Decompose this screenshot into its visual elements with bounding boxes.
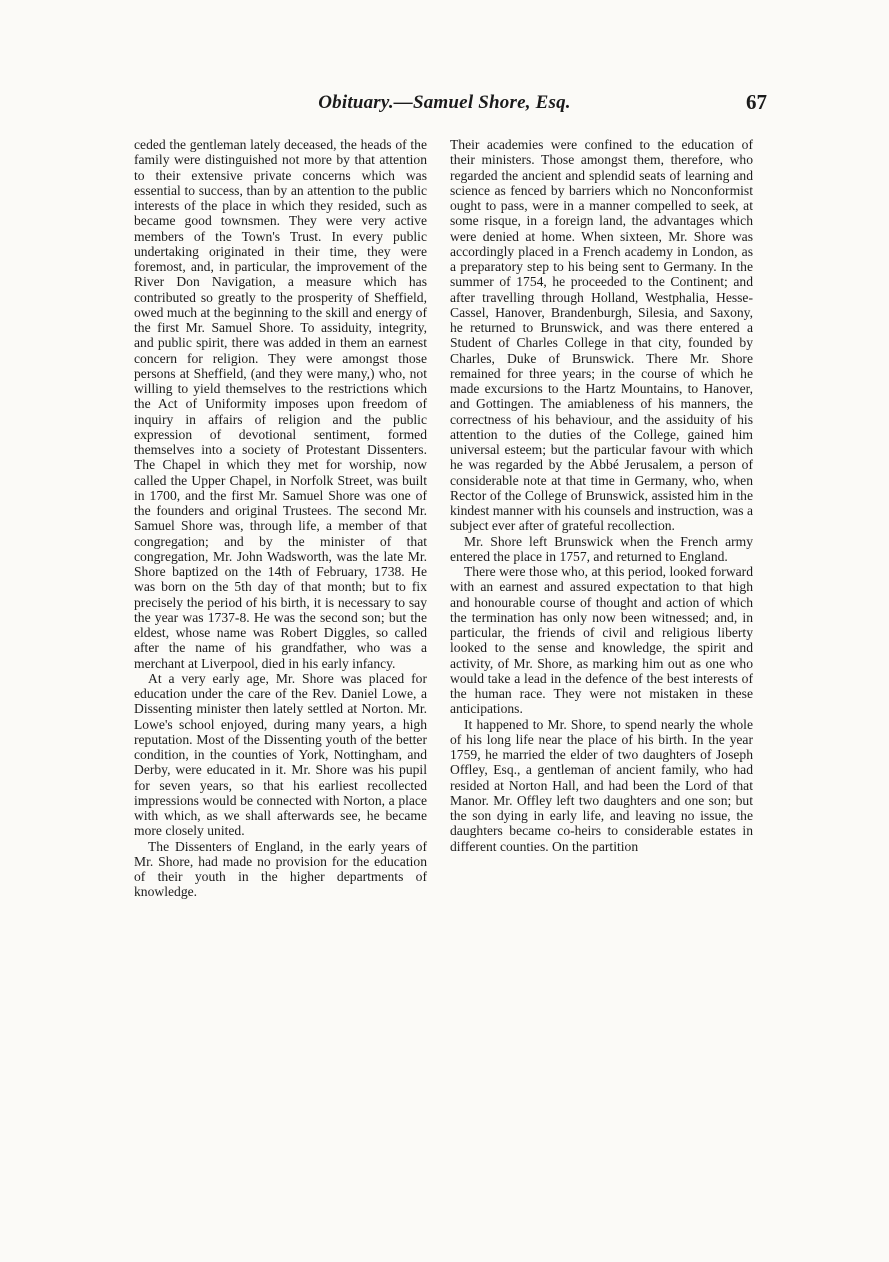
page-number: 67	[746, 90, 767, 114]
paragraph: Mr. Shore left Brunswick when the French army entered the place in 1757, and returned to England.	[450, 533, 753, 564]
paragraph: At a very early age, Mr. Shore was placed for education under the care of the Rev. Daniel Lowe, a Dissenting minister then lately settled at Norton. Mr. Lowe's school enjoyed, during many years, a high reputation. Most of the Dissenting youth of the better condition, in the counties of York, Nottingham, and Derby, were educated in it. Mr. Shore was his pupil for seven years, so that his earliest recollected impressions would be connected with Norton, a place with which, as we shall afterwards see, he became more closely united.	[134, 670, 427, 839]
running-title: Obituary.—Samuel Shore, Esq.	[318, 92, 571, 113]
page-header	[0, 92, 889, 122]
paragraph: There were those who, at this period, looked forward with an earnest and assured expectation to that high and honourable course of thought and action of which the termination has only now been witnessed; and, in particular, the friends of civil and religious liberty looked to the sense and knowledge, the spirit and activity, of Mr. Shore, as marking him out as one who would take a lead in the defence of the best interests of the human race. They were not mistaken in these anticipations.	[450, 564, 753, 717]
paragraph: ceded the gentleman lately deceased, the heads of the family were distinguished not more by that attention to their extensive private concerns which was essential to success, than by an attention to the public interests of the place in which they resided, such as became good townsmen. They were very active members of the Town's Trust. In every public undertaking originated in their time, they were foremost, and, in particular, the improvement of the River Don Navigation, a measure which has contributed so greatly to the prosperity of Sheffield, owed much at the beginning to the skill and energy of the first Mr. Samuel Shore. To assiduity, integrity, and public spirit, there was added in them an earnest concern for religion. They were amongst those persons at Sheffield, (and they were many,) who, not willing to yield themselves to the restrictions which the Act of Uniformity imposes upon freedom of inquiry in affairs of religion and the public expression of devotional sentiment, formed themselves into a society of Protestant Dissenters. The Chapel in which they met for worship, now called the Upper Chapel, in Norfolk Street, was built in 1700, and the first Mr. Samuel Shore was one of the founders and original Trustees. The second Mr. Samuel Shore was, through life, a member of that congregation; and by the minister of that congregation, Mr. John Wadsworth, was the late Mr. Shore baptized on the 14th of February, 1738. He was born on the 5th day of that month; but to fix precisely the period of his birth, it is necessary to say the year was 1737-8. He was the second son; but the eldest, whose name was Robert Diggles, so called after the name of his grandfather, who was a merchant at Liverpool, died in his early infancy.	[134, 137, 427, 671]
right-column	[450, 137, 753, 854]
paragraph: Their academies were confined to the education of their ministers. Those amongst them, therefore, who regarded the ancient and splendid seats of learning and science as fenced by barriers which no Nonconformist ought to pass, were in a manner compelled to seek, at some risque, in a foreign land, the advantages which were denied at home. When sixteen, Mr. Shore was accordingly placed in a French academy in London, as a preparatory step to his being sent to Germany. In the summer of 1754, he proceeded to the Continent; and after travelling through Holland, Westphalia, Hesse-Cassel, Hanover, Brandenburgh, Silesia, and Saxony, he returned to Brunswick, and was there entered a Student of Charles College in that city, founded by Charles, Duke of Brunswick. There Mr. Shore remained for three years; in the course of which he made excursions to the Hartz Mountains, to Hanover, and Gottingen. The amiableness of his manners, the correctness of his behaviour, and the assiduity of his attention to the duties of the College, gained him universal esteem; but the particular favour with which he was regarded by the Abbé Jerusalem, a person of considerable note at that time in Germany, who, when Rector of the College of Brunswick, assisted him in the kindest manner with his counsels and instruction, was a subject ever after of grateful recollection.	[450, 137, 753, 534]
left-column	[134, 137, 427, 900]
paragraph: The Dissenters of England, in the early years of Mr. Shore, had made no provision for the education of their youth in the higher departments of knowledge.	[134, 838, 427, 900]
paragraph: It happened to Mr. Shore, to spend nearly the whole of his long life near the place of his birth. In the year 1759, he married the elder of two daughters of Joseph Offley, Esq., a gentleman of ancient family, who had resided at Norton Hall, and had been the Lord of that Manor. Mr. Offley left two daughters and one son; but the son dying in early life, and leaving no issue, the daughters became co-heirs to considerable estates in different counties. On the partition	[450, 716, 753, 854]
